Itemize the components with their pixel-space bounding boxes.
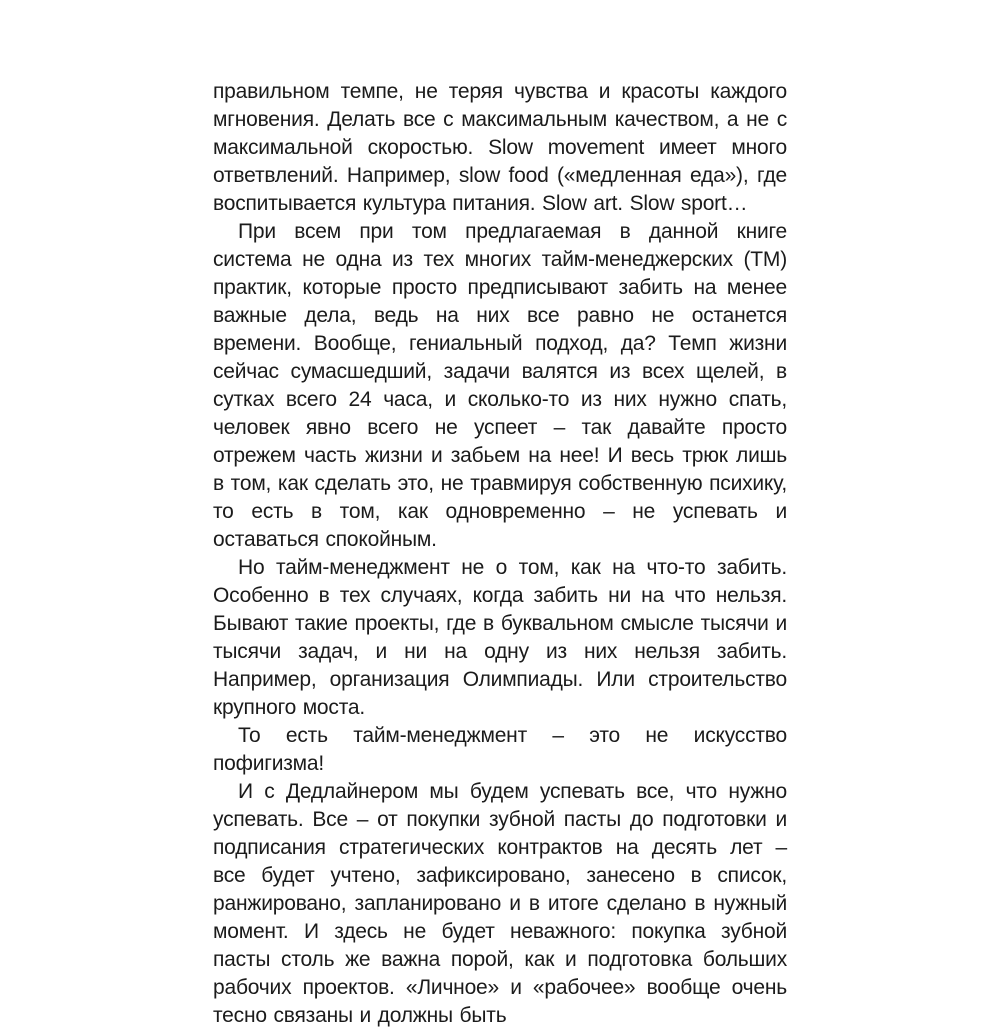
paragraph: И с Дедлайнером мы будем успевать все, что нужно успевать. Все – от покупки зубной пасты до подготовки и подписания стратегических контрактов на десять лет – все будет учтено, зафиксировано, занесено в список, ранжировано, запланировано и в итоге сделано в нужный момент. И здесь не будет неважного: покупка зубной пасты столь же важна порой, как и подготовка больших рабочих проектов. «Личное» и «рабочее» вообще очень тесно связаны и должны быть: [213, 780, 787, 1027]
paragraph-continuation: правильном темпе, не теряя чувства и красоты каждого мгновения. Делать все с максимальным качеством, а не с максимальной скоростью. Slow movement имеет много ответвлений. Например, slow food («медленная еда»), где воспитывается культура питания. Slow art. Slow sport…: [213, 80, 787, 215]
paragraph: То есть тайм-менеджмент – это не искусство пофигизма!: [213, 724, 787, 775]
paragraph: При всем при том предлагаемая в данной книге система не одна из тех многих тайм-менеджерских (ТМ) практик, которые просто предписывают забить на менее важные дела, ведь на них все равно не останется времени. Вообще, гениальный подход, да? Темп жизни сейчас сумасшедший, задачи валятся из всех щелей, в сутках всего 24 часа, и сколько-то из них нужно спать, человек явно всего не успеет – так давайте просто отрежем часть жизни и забьем на нее! И весь трюк лишь в том, как сделать это, не травмируя собственную психику, то есть в том, как одновременно – не успевать и оставаться спокойным.: [213, 220, 787, 551]
text-column: [213, 78, 787, 1030]
paragraph: Но тайм-менеджмент не о том, как на что-то забить. Особенно в тех случаях, когда забить ни на что нельзя. Бывают такие проекты, где в буквальном смысле тысячи и тысячи задач, и ни на одну из них нельзя забить. Например, организация Олимпиады. Или строительство крупного моста.: [213, 556, 787, 719]
